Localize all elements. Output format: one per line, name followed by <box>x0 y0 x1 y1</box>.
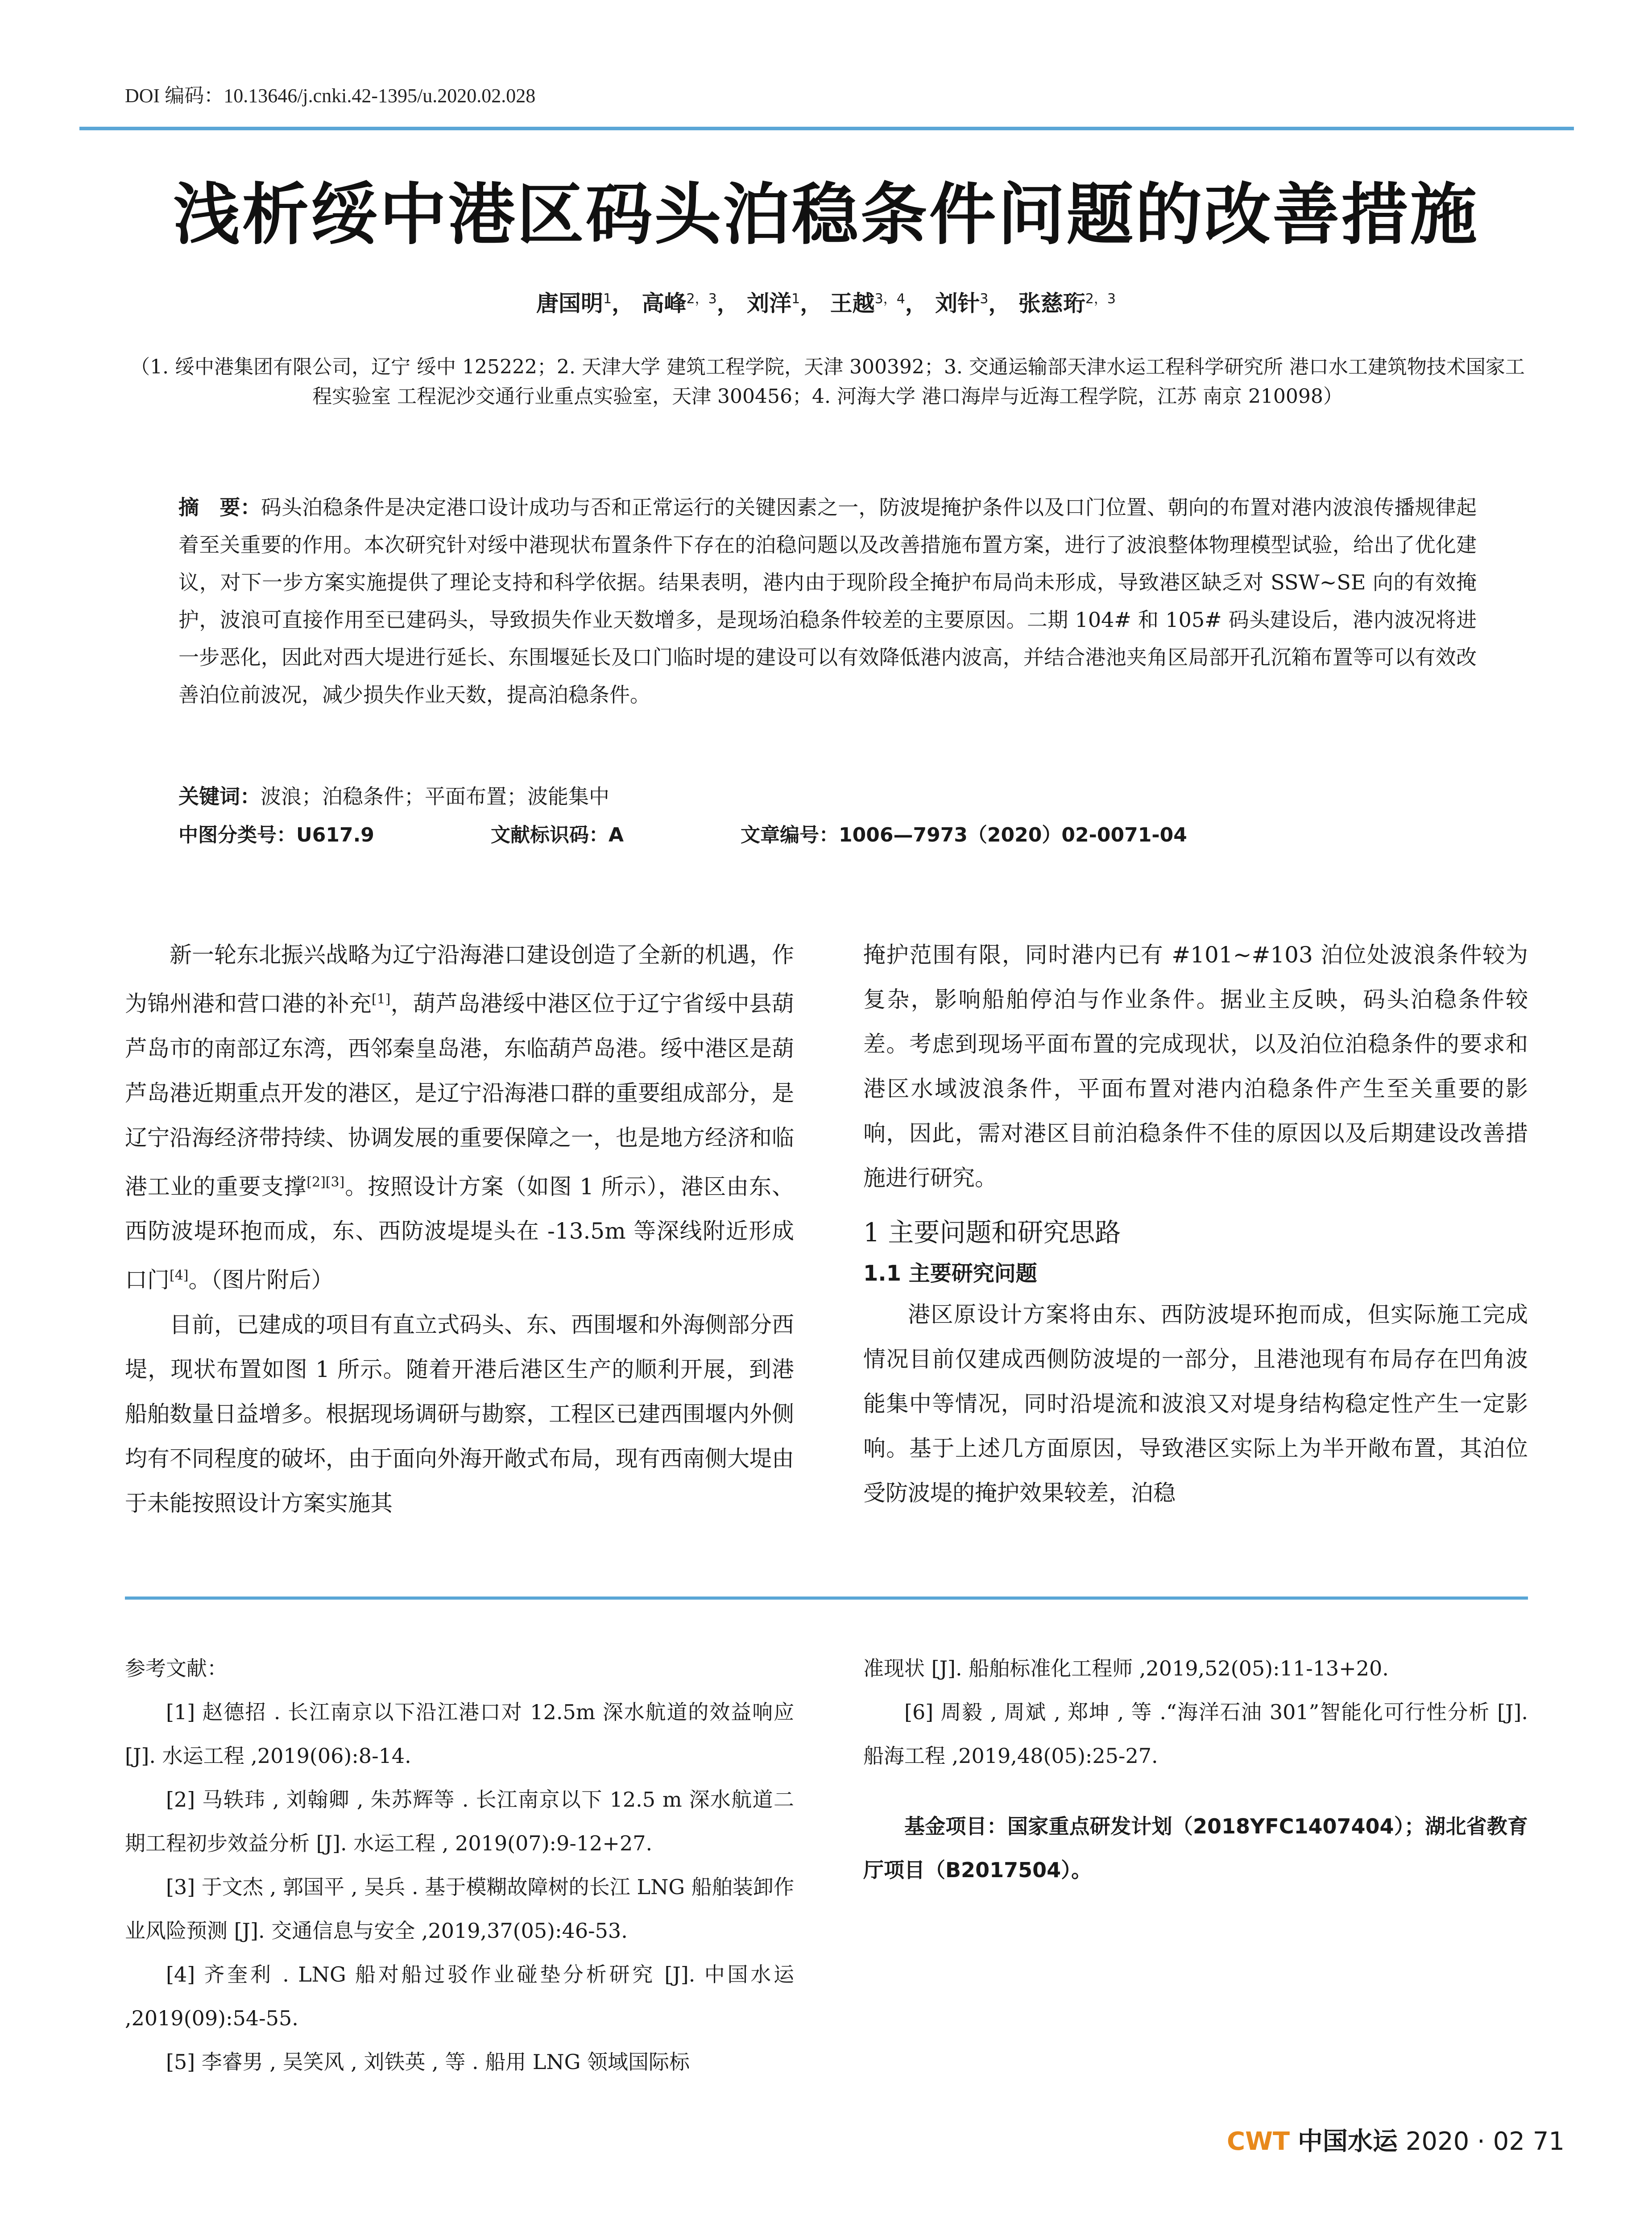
abstract-label: 摘 要： <box>178 495 261 519</box>
reference-item: [6] 周毅 , 周斌 , 郑坤 , 等 .“海洋石油 301”智能化可行性分析 [J]. 船海工程 ,2019,48(05):25-27. <box>863 1700 1528 1768</box>
citation-mark: [4] <box>170 1268 189 1284</box>
page-footer <box>1227 2122 1565 2157</box>
doi-line: DOI 编码：10.13646/j.cnki.42-1395/u.2020.02.028 <box>125 85 536 107</box>
article-number: 文章编号：1006—7973（2020）02-0071-04 <box>741 824 1187 846</box>
author-affil-mark: 2，3 <box>1085 291 1116 307</box>
references-divider <box>125 1597 1528 1600</box>
author-list: 唐国明$^1$， 高峰$^{2,3}$， 刘洋$^1$， 王越$^{3,4}$， 刘针$^3$， 张慈珩$^{2,3}$ <box>536 290 1116 316</box>
issue: 2020 · 02 <box>1405 2127 1525 2156</box>
top-divider <box>79 127 1574 130</box>
author-name: 刘洋 <box>747 290 792 316</box>
author-name: 王越 <box>830 290 875 316</box>
clc-number: 中图分类号：U617.9 <box>178 824 374 846</box>
references-heading: 参考文献： <box>125 1656 228 1680</box>
author-affil-mark: 1 <box>791 291 800 307</box>
body-right-column <box>863 933 1528 1515</box>
author-name: 高峰 <box>642 290 687 316</box>
body-paragraph: 掩护范围有限，同时港内已有 #101~#103 泊位处波浪条件较为复杂，影响船舶停泊与作业条件。据业主反映，码头泊稳条件较差。考虑到现场平面布置的完成现状，以及泊位泊稳条件的要求和港区水域波浪条件，平面布置对港内泊稳条件产生至关重要的影响，因此，需对港区目前泊稳条件不佳的原因以及后期建设改善措施进行研究。 <box>863 942 1528 1191</box>
journal-name: 中国水运 <box>1297 2127 1398 2156</box>
keywords-text: 波浪；泊稳条件；平面布置；波能集中 <box>261 784 609 809</box>
keywords <box>178 779 609 814</box>
body-text: 。按照设计方案（如图 1 所示），港区由东、西防波堤环抱而成，东、西防波堤堤头在 -13.5m 等深线附近形成口门 <box>125 1174 794 1293</box>
abstract <box>178 489 1477 713</box>
author-name: 唐国明 <box>536 290 604 316</box>
body-text: 。（图片附后） <box>188 1267 334 1293</box>
author-affil-mark: 1 <box>603 291 612 307</box>
author-affil-mark: 2，3 <box>686 291 717 307</box>
body-text: 新一轮东北振兴战略为辽宁沿海港口建设创造了全新的机遇，作为锦州港和营口港的补充 <box>125 942 794 1017</box>
reference-item: [4] 齐奎利 . LNG 船对船过驳作业碰垫分析研究 [J]. 中国水运 ,2019(09):54-55. <box>125 1962 794 2030</box>
body-paragraph: 目前，已建成的项目有直立式码头、东、西围堰和外海侧部分西堤，现状布置如图 1 所示。随着开港后港区生产的顺利开展，到港船舶数量日益增多。根据现场调研与勘察，工程区已建西围堰内外侧均有不同程度的破坏，由于面向外海开敞式布局，现有西南侧大堤由于未能按照设计方案实施其 <box>125 1311 794 1516</box>
author-name: 刘针 <box>935 290 980 316</box>
keywords-label: 关键词： <box>178 784 261 809</box>
body-paragraph: 港区原设计方案将由东、西防波堤环抱而成，但实际施工完成情况目前仅建成西侧防波堤的一部分，且港池现有布局存在凹角波能集中等情况，同时沿堤流和波浪又对堤身结构稳定性产生一定影响。基于上述几方面原因，导致港区实际上为半开敞布置，其泊位受防波堤的掩护效果较差，泊稳 <box>863 1302 1528 1506</box>
citation-mark: [2][3] <box>306 1174 345 1190</box>
fund-note: 基金项目：国家重点研发计划（2018YFC1407404）；湖北省教育厅项目（B2017504）。 <box>863 1814 1528 1882</box>
citation-mark: [1] <box>371 991 391 1007</box>
reference-continuation: 准现状 [J]. 船舶标准化工程师 ,2019,52(05):11-13+20. <box>863 1656 1389 1680</box>
references-left <box>125 1646 794 2084</box>
article-title: 浅析绥中港区码头泊稳条件问题的改善措施 <box>173 175 1479 254</box>
page-number: 71 <box>1532 2127 1565 2156</box>
affiliations: （1. 绥中港集团有限公司，辽宁 绥中 125222；2. 天津大学 建筑工程学院，天津 300392；3. 交通运输部天津水运工程科学研究所 港口水工建筑物技术国家工程实验室 工程泥沙交通行业重点实验室，天津 300456；4. 河海大学 港口海岸与近海工程学院，江苏 南京 210098） <box>130 356 1525 408</box>
author-name: 张慈珩 <box>1018 290 1085 316</box>
subsection-heading: 1.1 主要研究问题 <box>863 1261 1037 1286</box>
author-affil-mark: 3 <box>980 291 989 307</box>
reference-item: [2] 马轶玮 , 刘翰卿 , 朱苏辉等 . 长江南京以下 12.5 m 深水航道二期工程初步效益分析 [J]. 水运工程 , 2019(07):9-12+27. <box>125 1787 794 1855</box>
abstract-text: 码头泊稳条件是决定港口设计成功与否和正常运行的关键因素之一，防波堤掩护条件以及口门位置、朝向的布置对港内波浪传播规律起着至关重要的作用。本次研究针对绥中港现状布置条件下存在的泊稳问题以及改善措施布置方案，进行了波浪整体物理模型试验，给出了优化建议，对下一步方案实施提供了理论支持和科学依据。结果表明，港内由于现阶段全掩护布局尚未形成，导致港区缺乏对 SSW~SE 向的有效掩护，波浪可直接作用至已建码头，导致损失作业天数增多，是现场泊稳条件较差的主要原因。二期 104# 和 105# 码头建设后，港内波况将进一步恶化，因此对西大堤进行延长、东围堰延长及口门临时堤的建设可以有效降低港内波高，并结合港池夹角区局部开孔沉箱布置等可以有效改善泊位前波况，减少损失作业天数，提高泊稳条件。 <box>178 495 1477 707</box>
document-code: 文献标识码：A <box>491 824 624 846</box>
journal-logo: CWT <box>1227 2127 1290 2156</box>
author-affil-mark: 3，4 <box>874 291 905 307</box>
reference-item: [1] 赵德招 . 长江南京以下沿江港口对 12.5m 深水航道的效益响应 [J]. 水运工程 ,2019(06):8-14. <box>125 1700 794 1768</box>
reference-item: [5] 李睿男 , 吴笑风 , 刘铁英 , 等 . 船用 LNG 领域国际标 <box>166 2050 690 2074</box>
section-heading: 1 主要问题和研究思路 <box>863 1217 1121 1248</box>
body-paragraph <box>125 933 794 1302</box>
body-left-column <box>125 933 794 1526</box>
body-text: ，葫芦岛港绥中港区位于辽宁省绥中县葫芦岛市的南部辽东湾，西邻秦皇岛港，东临葫芦岛港。绥中港区是葫芦岛港近期重点开发的港区，是辽宁沿海港口群的重要组成部分，是辽宁沿海经济带持续、协调发展的重要保障之一，也是地方经济和临港工业的重要支撑 <box>125 991 795 1200</box>
references-right <box>863 1646 1528 1892</box>
reference-item: [3] 于文杰 , 郭国平 , 吴兵 . 基于模糊故障树的长江 LNG 船舶装卸作业风险预测 [J]. 交通信息与安全 ,2019,37(05):46-53. <box>125 1875 794 1943</box>
